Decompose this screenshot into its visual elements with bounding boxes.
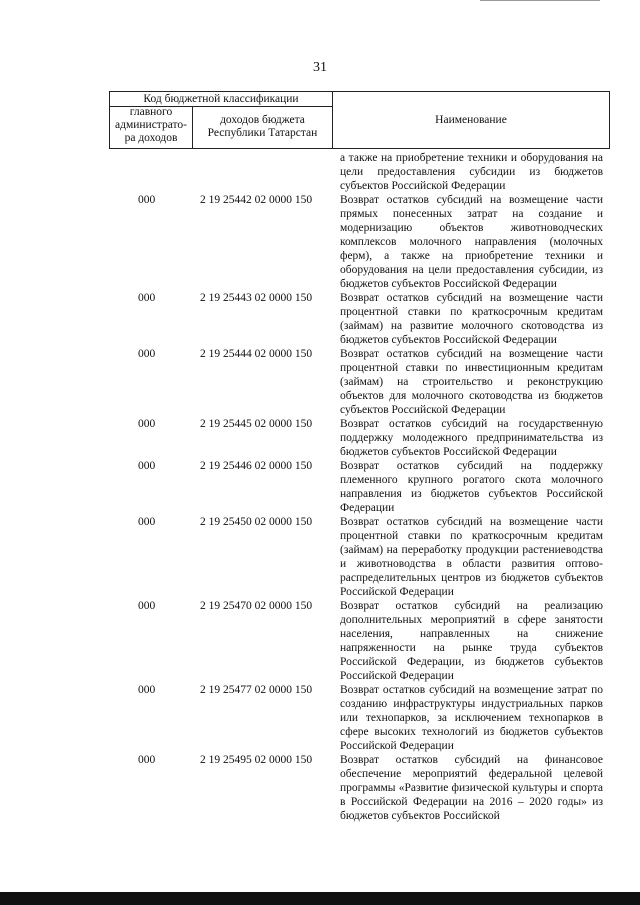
header-budget-income [193,106,333,148]
header-classification-code: Код бюджетной классификации [110,92,333,107]
row-budget-code: 2 19 25446 02 0000 150 [200,460,313,472]
row-name: Возврат остатков субсидий на возмещение затрат по созданию инфраструктуры индустриальных парков или технопарков, за исключением технопарков в сфере высоких технологий из бюджетов субъектов Российской Федерации [340,684,603,752]
row-admin-code: 000 [138,684,156,696]
row-budget-code: 2 19 25442 02 0000 150 [200,194,313,206]
table-row [0,515,640,599]
table-row [0,459,640,515]
row-name: Возврат остатков субсидий на финансовое обеспечение мероприятий федеральной целевой программы «Развитие физической культуры и спорта в Российской Федерации на 2016 – 2020 годы» из бюджетов субъектов Российской [340,754,603,822]
header-main-administrator [110,106,193,148]
row-admin-code: 000 [138,292,156,304]
scan-bottom-border [0,892,640,905]
row-name: Возврат остатков субсидий на реализацию дополнительных мероприятий в сфере занятости населения, направленных на снижение напряженности на рынке труда субъектов Российской Федерации, из бюджетов субъектов Российской Федерации [340,600,603,682]
header-admin-line-2: администрато- [115,119,187,131]
table-row [0,753,640,823]
row-name: Возврат остатков субсидий на поддержку племенного крупного рогатого скота молочного направления из бюджетов субъектов Российской Федерации [340,460,603,514]
row-admin-code: 000 [138,600,156,612]
table-header [109,91,610,149]
row-admin-code: 000 [138,348,156,360]
table-row [0,193,640,291]
row-admin-code: 000 [138,516,156,528]
row-continuation-text: а также на приобретение техники и оборудования на цели предоставления субсидии из бюджетов субъектов Российской Федерации [340,152,603,192]
row-budget-code: 2 19 25445 02 0000 150 [200,418,313,430]
row-name: Возврат остатков субсидий на возмещение части процентной ставки по краткосрочным кредитам (займам) на переработку продукции растениеводства и животноводства в области развития оптово-распределительных центров из бюджетов субъектов Российской Федерации [340,516,603,598]
row-admin-code: 000 [138,194,156,206]
header-income-line-1: доходов бюджета [220,114,305,126]
row-admin-code: 000 [138,418,156,430]
table-row [0,291,640,347]
table-row [0,683,640,753]
table-body [0,151,640,823]
header-admin-line-3: ра доходов [124,132,178,144]
row-name: Возврат остатков субсидий на возмещение части прямых понесенных затрат на создание и модернизацию объектов животноводческих комплексов молочного направления (молочных ферм), а также на приобретение техники и оборудования на цели предоставления субсидии, из бюджетов субъектов Российской Федерации [340,194,603,290]
header-admin-line-1: главного [129,106,173,118]
header-name: Наименование [435,114,507,126]
row-name: Возврат остатков субсидий на государственную поддержку молодежного предпринимательства из бюджетов субъектов Российской Федерации [340,418,603,458]
page-number: 31 [313,60,327,75]
table-row-continuation [0,151,640,193]
table-row [0,347,640,417]
row-budget-code: 2 19 25444 02 0000 150 [200,348,313,360]
row-budget-code: 2 19 25443 02 0000 150 [200,292,313,304]
row-name: Возврат остатков субсидий на возмещение части процентной ставки по инвестиционным кредитам (займам) на строительство и реконструкцию объектов для молочного скотоводства из бюджетов субъектов Российской Федерации [340,348,603,416]
row-admin-code: 000 [138,754,156,766]
header-income-line-2: Республики Татарстан [207,127,318,139]
table-row [0,599,640,683]
row-admin-code: 000 [138,460,156,472]
row-budget-code: 2 19 25495 02 0000 150 [200,754,313,766]
table-row [0,417,640,459]
row-budget-code: 2 19 25470 02 0000 150 [200,600,313,612]
row-name: Возврат остатков субсидий на возмещение части процентной ставки по краткосрочным кредитам (займам) на развитие молочного скотоводства из бюджетов субъектов Российской Федерации [340,292,603,346]
scan-edge [480,0,600,5]
row-budget-code: 2 19 25477 02 0000 150 [200,684,313,696]
row-budget-code: 2 19 25450 02 0000 150 [200,516,313,528]
